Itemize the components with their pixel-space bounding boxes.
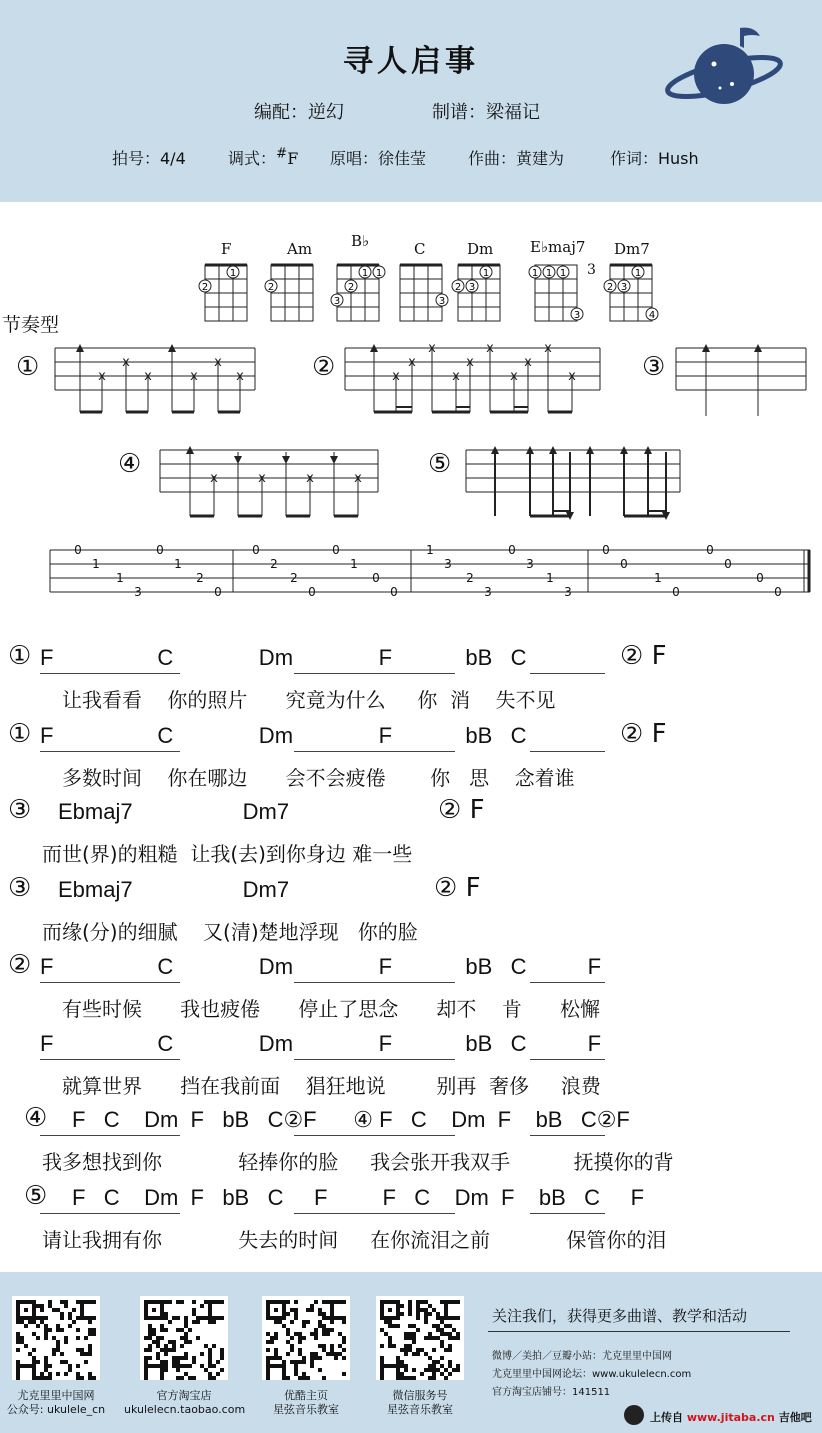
section-marker-end: ② F [620, 641, 667, 671]
chord-underline [294, 673, 455, 674]
chord-underline [40, 1213, 180, 1214]
lyric-line: 而缘(分)的细腻 又(清)楚地浮现 你的脸 [42, 920, 418, 944]
svg-text:3: 3 [438, 296, 446, 307]
chord-line: F C Dm F bB C [40, 645, 527, 670]
svg-text:x: x [392, 369, 400, 384]
tab-fret-number: 1 [546, 571, 554, 585]
tab-fret-number: 2 [270, 557, 278, 571]
svg-text:1: 1 [482, 268, 490, 279]
tab-fret-number: 0 [602, 543, 610, 557]
tab-fret-number: 2 [290, 571, 298, 585]
rhythm-label: 节奏型 [2, 314, 60, 336]
chord-underline [530, 1135, 605, 1136]
lyricist: 作词：Hush [610, 149, 699, 168]
tab-fret-number: 3 [444, 557, 452, 571]
chord-grid-c [400, 265, 442, 321]
svg-text:2: 2 [201, 282, 209, 293]
section-marker-end: ② F [438, 795, 485, 825]
lyric-line: 请让我拥有你 失去的时间 在你流泪之前 保管你的泪 [42, 1228, 667, 1252]
chord-underline [40, 1059, 180, 1060]
tab-fret-number: 0 [620, 557, 628, 571]
svg-text:x: x [568, 369, 576, 384]
svg-text:x: x [486, 341, 494, 356]
chord-grid-dm [458, 265, 500, 321]
tab-fret-number: 1 [92, 557, 100, 571]
tab-fret-number: 0 [372, 571, 380, 585]
rhythm-number-3: ③ [642, 352, 666, 382]
rhythm-number-2: ② [312, 352, 336, 382]
chord-line: F C Dm F bB C②F ④ F C Dm F bB C②F [72, 1107, 630, 1132]
tab-staff [0, 540, 822, 620]
svg-text:x: x [214, 355, 222, 370]
singer: 原唱：徐佳莹 [330, 149, 427, 168]
svg-text:x: x [122, 355, 130, 370]
chord-underline [530, 673, 605, 674]
upload-credit: 上传自 www.jitaba.cn 吉他吧 [650, 1411, 812, 1424]
tab-fret-number: 1 [426, 543, 434, 557]
tab-fret-number: 0 [756, 571, 764, 585]
chord-underline [530, 1059, 605, 1060]
section-marker: ① [8, 719, 32, 749]
rhythm-pattern-3 [676, 348, 806, 416]
tab-fret-number: 0 [308, 585, 316, 599]
svg-text:3: 3 [468, 282, 476, 293]
section-marker: ② [8, 950, 32, 980]
tab-fret-number: 3 [134, 585, 142, 599]
rhythm-number-4: ④ [118, 449, 142, 479]
qr-caption-4: 微信服务号 星弦音乐教室 [387, 1389, 453, 1416]
arrow-heads [76, 344, 762, 520]
svg-text:2: 2 [454, 282, 462, 293]
qr-caption-1: 尤克里里中国网 公众号: ukulele_cn [6, 1389, 106, 1416]
chord-name-ebmaj7: E♭maj7 [530, 238, 586, 256]
tab-fret-number: 0 [390, 585, 398, 599]
svg-text:x: x [258, 471, 266, 486]
svg-text:1: 1 [229, 268, 237, 279]
forum-info: 尤克里里中国网论坛：www.ukulelecn.com [492, 1369, 692, 1380]
tab-fret-number: 0 [508, 543, 516, 557]
section-marker-end: ② F [620, 719, 667, 749]
social-info: 微博／美拍／豆瓣小站：尤克里里中国网 [492, 1351, 672, 1362]
header-banner [0, 0, 822, 202]
svg-text:3: 3 [333, 296, 341, 307]
rhythm-pattern-1 [55, 348, 255, 412]
jitaba-logo-icon [624, 1405, 644, 1425]
transcriber: 制谱：梁福记 [432, 102, 540, 123]
chord-line: Ebmaj7 Dm7 [58, 799, 290, 824]
chord-name-am: Am [287, 240, 313, 258]
svg-text:x: x [98, 369, 106, 384]
tab-fret-number: 0 [74, 543, 82, 557]
chord-underline [530, 1213, 605, 1214]
chord-name-dm: Dm [467, 240, 494, 258]
tab-fret-number: 3 [564, 585, 572, 599]
svg-text:x: x [306, 471, 314, 486]
chord-underline [530, 982, 605, 983]
tab-fret-number: 1 [654, 571, 662, 585]
key: 调式：#F [228, 146, 299, 168]
svg-text:3: 3 [620, 282, 628, 293]
composer: 作曲：黄建为 [468, 149, 565, 168]
svg-text:4: 4 [648, 310, 656, 321]
chord-name-bb: B♭ [351, 232, 370, 250]
svg-text:x: x [354, 471, 362, 486]
tab-fret-number: 1 [174, 557, 182, 571]
qr-caption-2: 官方淘宝店 ukulelecn.taobao.com [124, 1389, 246, 1416]
svg-text:1: 1 [559, 268, 567, 279]
rhythm-pattern-4 [160, 450, 378, 516]
chord-underline [294, 751, 455, 752]
chord-diagrams [0, 255, 822, 325]
lyric-line: 让我看看 你的照片 究竟为什么 你 消 失不见 [62, 688, 556, 712]
svg-text:1: 1 [634, 268, 642, 279]
svg-text:1: 1 [361, 268, 369, 279]
rhythm-pattern-5 [466, 450, 680, 516]
tab-fret-number: 0 [214, 585, 222, 599]
meter: 拍号：4/4 [112, 149, 186, 168]
chord-underline [40, 673, 180, 674]
svg-text:x: x [452, 369, 460, 384]
tab-fret-number: 0 [672, 585, 680, 599]
svg-text:x: x [190, 369, 198, 384]
tab-fret-number: 3 [484, 585, 492, 599]
tab-fret-number: 0 [252, 543, 260, 557]
tab-fret-number: 0 [156, 543, 164, 557]
svg-text:1: 1 [545, 268, 553, 279]
chord-underline [40, 751, 180, 752]
follow-text: 关注我们，获得更多曲谱、教学和活动 [492, 1307, 748, 1325]
divider [488, 1331, 790, 1332]
lyric-line: 多数时间 你在哪边 会不会疲倦 你 思 念着谁 [62, 766, 575, 790]
arranger: 编配：逆幻 [254, 102, 344, 123]
song-title: 寻人启事 [343, 44, 479, 79]
svg-text:2: 2 [347, 282, 355, 293]
rhythm-staves [0, 340, 822, 530]
tab-fret-number: 2 [466, 571, 474, 585]
svg-text:x: x [428, 341, 436, 356]
tab-fret-number: 0 [706, 543, 714, 557]
section-marker: ③ [8, 873, 32, 903]
qr-caption-3: 优酷主页 星弦音乐教室 [273, 1389, 339, 1416]
lyric-line: 我多想找到你 轻捧你的脸 我会张开我双手 抚摸你的背 [42, 1150, 674, 1174]
rhythm-number-1: ① [16, 352, 40, 382]
chord-line: F C Dm F bB C F F C Dm F bB C F [72, 1185, 645, 1210]
chord-underline [294, 1135, 455, 1136]
tab-fret-number: 0 [774, 585, 782, 599]
section-marker: ④ [24, 1103, 48, 1133]
svg-text:x: x [466, 355, 474, 370]
svg-text:3: 3 [573, 310, 581, 321]
chord-underline [294, 1213, 455, 1214]
section-marker: ③ [8, 795, 32, 825]
svg-text:2: 2 [267, 282, 275, 293]
svg-text:x: x [510, 369, 518, 384]
chord-underline [40, 1135, 180, 1136]
svg-text:2: 2 [606, 282, 614, 293]
lyric-line: 有些时候 我也疲倦 停止了思念 却不 肯 松懈 [62, 997, 601, 1021]
svg-text:x: x [144, 369, 152, 384]
svg-text:x: x [544, 341, 552, 356]
tab-fret-number: 0 [724, 557, 732, 571]
section-marker: ⑤ [24, 1181, 48, 1211]
chord-underline [294, 1059, 455, 1060]
planet-logo-icon [662, 22, 792, 112]
chord-underline [294, 982, 455, 983]
chord-grid-am [271, 265, 313, 321]
chord-line: Ebmaj7 Dm7 [58, 877, 290, 902]
svg-text:x: x [408, 355, 416, 370]
chord-underline [40, 982, 180, 983]
qr-codes [0, 1290, 480, 1382]
chord-line: F C Dm F bB C F [40, 954, 602, 979]
rhythm-number-5: ⑤ [428, 449, 452, 479]
chord-line: F C Dm F bB C [40, 723, 527, 748]
svg-text:x: x [524, 355, 532, 370]
tab-fret-number: 3 [526, 557, 534, 571]
tab-fret-number: 2 [196, 571, 204, 585]
chord-line: F C Dm F bB C F [40, 1031, 602, 1056]
shop-info: 官方淘宝店铺号：141511 [492, 1387, 611, 1398]
chord-name-dm7: Dm7 [614, 240, 650, 258]
chord-underline [530, 751, 605, 752]
lyric-line: 就算世界 挡在我前面 猖狂地说 别再 奢侈 浪费 [62, 1074, 601, 1098]
tab-fret-number: 1 [350, 557, 358, 571]
chord-fret-number: 3 [587, 262, 596, 278]
svg-text:x: x [210, 471, 218, 486]
svg-text:1: 1 [375, 268, 383, 279]
lyric-line: 而世(界)的粗糙 让我(去)到你身边 难一些 [42, 842, 413, 866]
chord-name-c: C [414, 240, 426, 258]
tab-fret-number: 1 [116, 571, 124, 585]
section-marker: ① [8, 641, 32, 671]
svg-text:1: 1 [531, 268, 539, 279]
section-marker-end: ② F [434, 873, 481, 903]
chord-name-f: F [221, 240, 232, 258]
svg-text:x: x [236, 369, 244, 384]
chord-grid-f [205, 265, 247, 321]
tab-fret-number: 0 [332, 543, 340, 557]
